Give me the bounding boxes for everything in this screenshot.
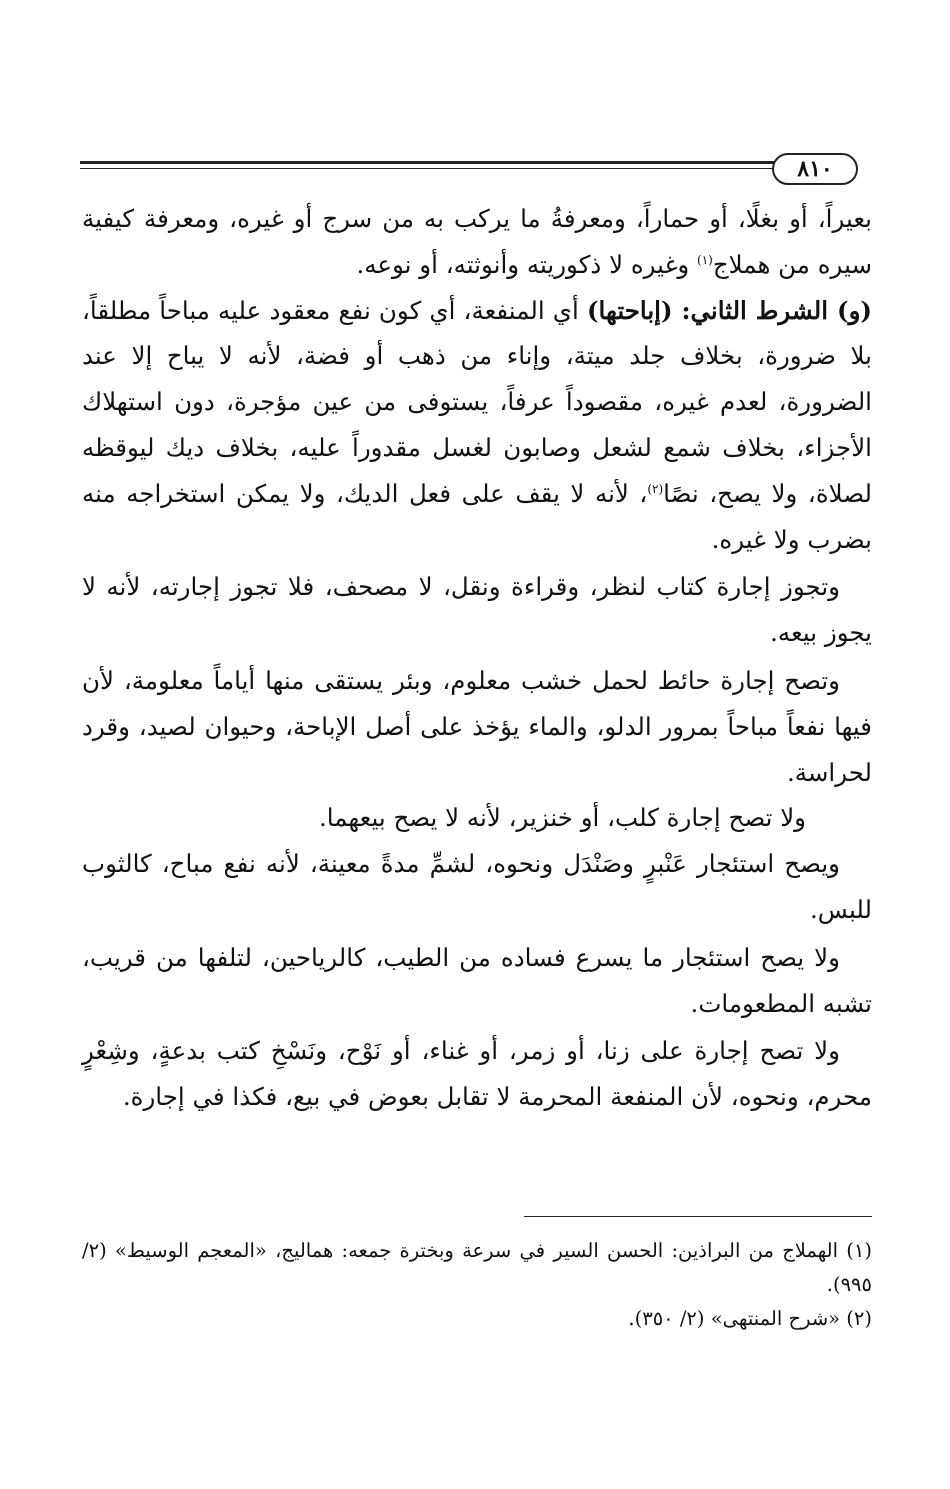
footnote-ref: (٢) (647, 481, 664, 496)
paragraph: ولا تصح إجارة على زنا، أو زمر، أو غناء، أو نَوْح، ونَسْخِ كتب بدعةٍ، وشِعْرٍ محرم، ونحوه، لأن المنفعة المحرمة لا تقابل بعوض في بيع، فكذا في إجارة. (82, 1036, 872, 1112)
header-rule-thin (80, 168, 774, 169)
paragraph: وتجوز إجارة كتاب لنظر، وقراءة ونقل، لا مصحف، فلا تجوز إجارته، لأنه لا يجوز بيعه. (82, 572, 872, 648)
paragraph: ولا تصح إجارة كلب، أو خنزير، لأنه لا يصح بيعهما. (318, 803, 806, 833)
paragraph: وتصح إجارة حائط لحمل خشب معلوم، وبئر يستقى منها أياماً معلومة، لأن فيها نفعاً مباحاً بمرور الدلو، والماء يؤخذ على أصل الإباحة، وحيوان لصيد، وقرد لحراسة. (82, 665, 872, 787)
footnote: (٢) «شرح المنتهى» (٢/ ٣٥٠). (628, 1307, 872, 1330)
paragraph: (و) الشرط الثاني: (إباحتها) أي المنفعة، أي كون نفع معقود عليه مباحاً مطلقاً، بلا ضرورة، بخلاف جلد ميتة، وإناء من ذهب أو فضة، لأنه لا يباح إلا عند الضرورة، لعدم غيره، مقصوداً عرفاً، يستوفى من عين مؤجرة، دون استهلاك الأجزاء، بخلاف شمع لشعل وصابون لغسل مقدوراً عليه، بخلاف ديك ليوقظه لصلاة، ولا يصح، نصًا$^{(٢)}$، لأنه لا يقف على فعل الديك، ولا يمكن استخراجه منه بضرب ولا غيره. (82, 295, 872, 554)
header-rule (80, 161, 774, 164)
footnote-ref: (١) (697, 252, 713, 267)
page-header (80, 152, 872, 186)
paragraph: ولا يصح استئجار ما يسرع فساده من الطيب، كالرياحين، لتلفها من قريب، تشبه المطعومات. (82, 942, 872, 1018)
section-heading: (و) الشرط الثاني: (إباحتها) (586, 295, 872, 325)
footnotes (82, 1234, 872, 1336)
paragraph: بعيراً، أو بغلًا، أو حماراً، ومعرفةُ ما يركب به من سرج أو غيره، ومعرفة كيفية سيره من هملاج$^{(١)}$ وغيره لا ذكوريته وأنوثته، أو نوعه. (82, 204, 872, 279)
paragraph: ويصح استئجار عَنْبرٍ وصَنْدَل ونحوه، لشمِّ مدةً معينة، لأنه نفع مباح، كالثوب للبس. (82, 849, 872, 924)
footnote: (١) الهملاج من البراذين: الحسن السير في سرعة وبخترة جمعه: هماليج، «المعجم الوسيط» (٢/ ٩٩٥). (82, 1239, 872, 1296)
footnote-divider (524, 1216, 872, 1217)
main-text (82, 196, 872, 1120)
page-number: ٨١٠ (772, 153, 858, 185)
